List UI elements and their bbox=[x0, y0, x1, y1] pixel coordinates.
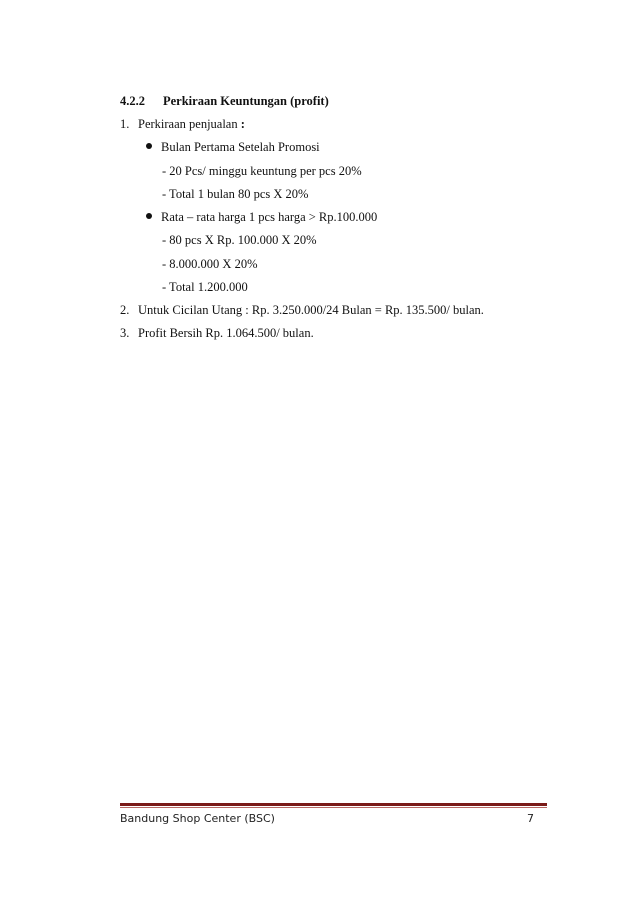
sub-line: - Total 1 bulan 80 pcs X 20% bbox=[162, 187, 309, 201]
list-item bbox=[120, 325, 314, 341]
sub-line: - Total 1.200.000 bbox=[162, 280, 248, 294]
section-title: Perkiraan Keuntungan (profit) bbox=[163, 94, 329, 108]
sub-line: - 20 Pcs/ minggu keuntung per pcs 20% bbox=[162, 164, 362, 178]
list-item-text: Untuk Cicilan Utang : Rp. 3.250.000/24 Bulan = Rp. 135.500/ bulan. bbox=[138, 303, 484, 317]
bullet-icon bbox=[146, 143, 152, 149]
list-item-colon: : bbox=[237, 117, 245, 131]
list-item-text: Perkiraan penjualan bbox=[138, 117, 238, 131]
list-item-number: 3. bbox=[120, 326, 130, 340]
page-number: 7 bbox=[527, 812, 534, 825]
bullet-item bbox=[146, 209, 377, 225]
list-item bbox=[120, 302, 484, 318]
sub-line: - 80 pcs X Rp. 100.000 X 20% bbox=[162, 233, 317, 247]
footer-rule-thin bbox=[120, 807, 547, 808]
section-number: 4.2.2 bbox=[120, 94, 145, 108]
list-item bbox=[120, 116, 245, 132]
bullet-text: Bulan Pertama Setelah Promosi bbox=[161, 140, 320, 154]
bullet-item bbox=[146, 139, 320, 155]
section-heading bbox=[120, 93, 329, 109]
list-item-number: 1. bbox=[120, 117, 130, 131]
list-item-number: 2. bbox=[120, 303, 130, 317]
list-item-text: Profit Bersih Rp. 1.064.500/ bulan. bbox=[138, 326, 314, 340]
footer-title: Bandung Shop Center (BSC) bbox=[120, 812, 275, 825]
footer-rule bbox=[120, 803, 547, 806]
sub-line: - 8.000.000 X 20% bbox=[162, 257, 258, 271]
bullet-icon bbox=[146, 213, 152, 219]
bullet-text: Rata – rata harga 1 pcs harga > Rp.100.000 bbox=[161, 210, 378, 224]
